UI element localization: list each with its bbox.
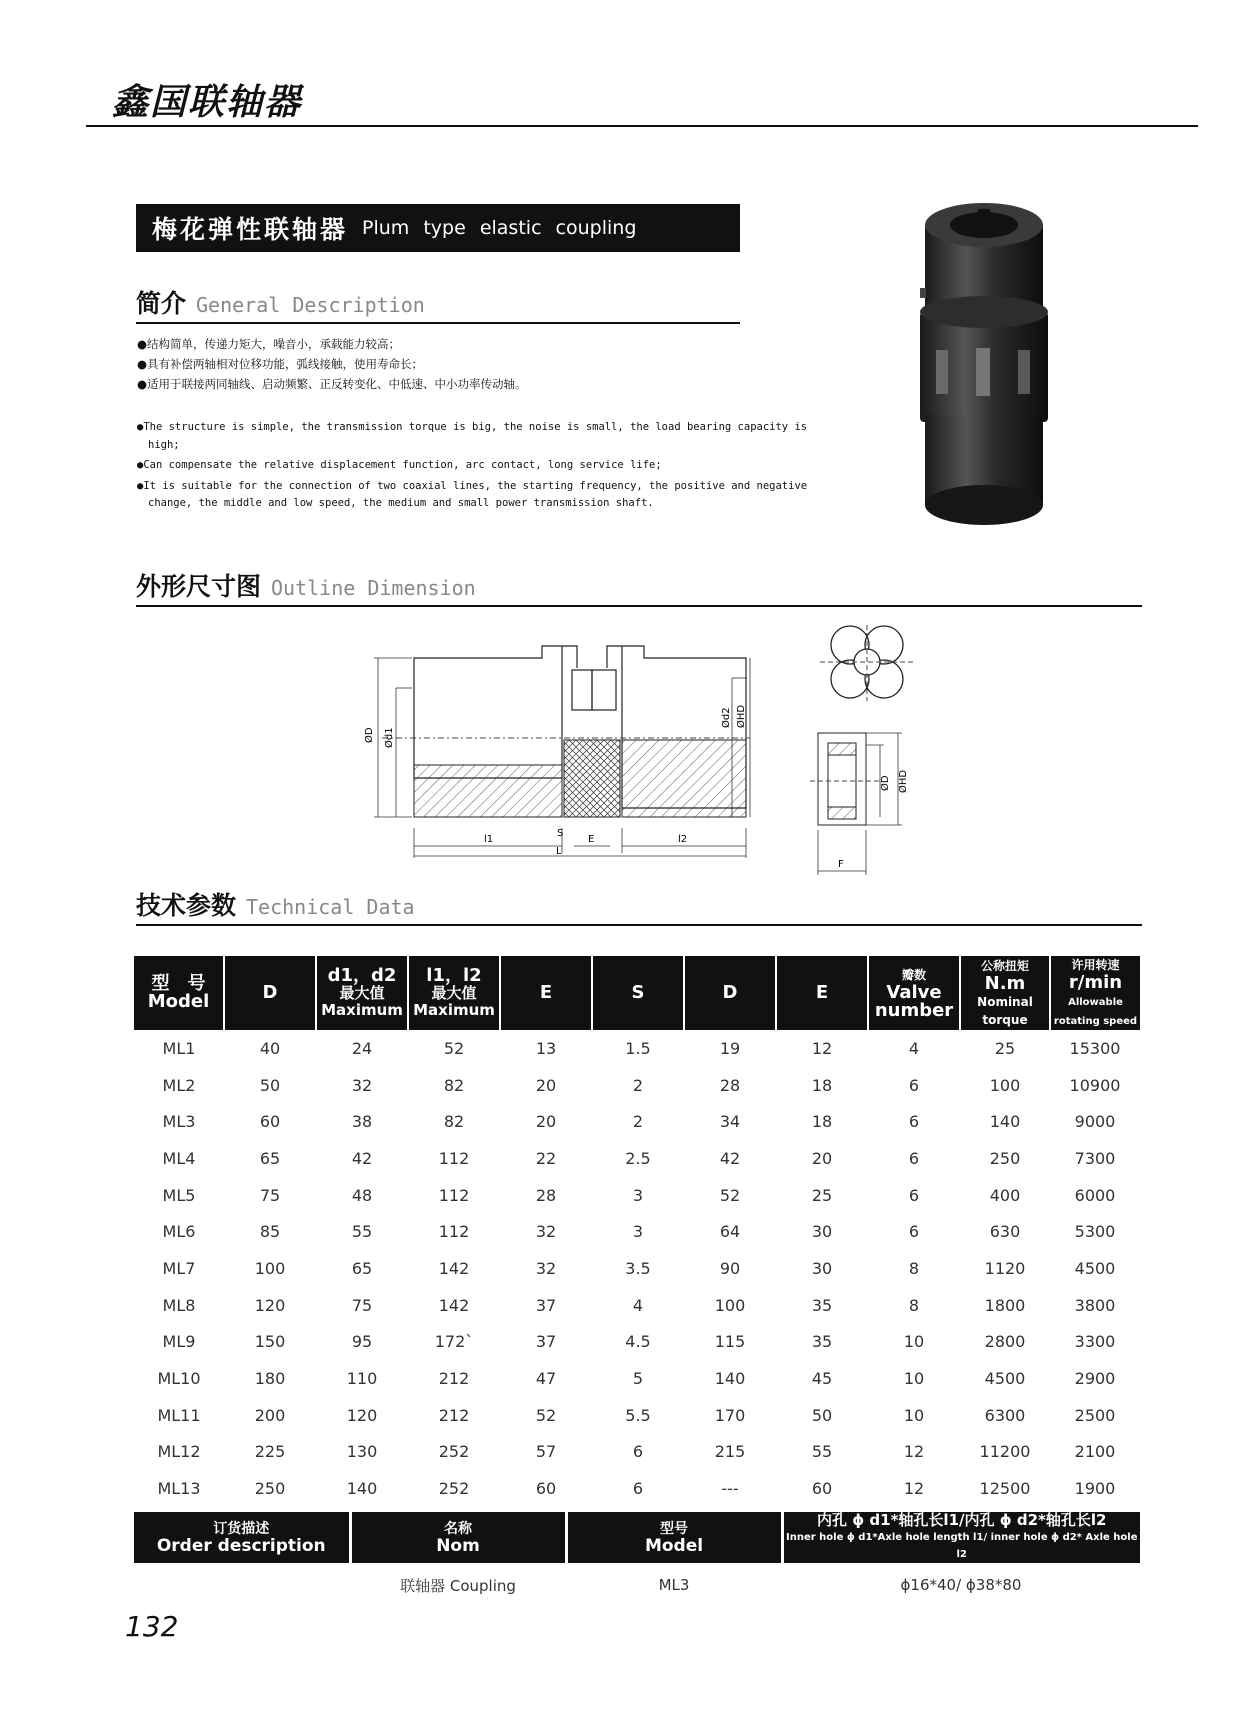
table-cell: 50 bbox=[811, 1405, 833, 1425]
table-cell: 100 bbox=[989, 1075, 1021, 1095]
label-L: L bbox=[556, 846, 562, 857]
table-cell: 10900 bbox=[1069, 1075, 1121, 1095]
table-cell: 3300 bbox=[1074, 1332, 1116, 1352]
table-cell: 60 bbox=[259, 1112, 281, 1132]
table-cell: ML12 bbox=[157, 1442, 201, 1462]
table-row bbox=[134, 1030, 1140, 1067]
section-general-heading bbox=[136, 284, 740, 324]
label-d2: Ød2 bbox=[721, 707, 732, 728]
header-S: S bbox=[592, 956, 684, 1030]
table-row bbox=[134, 1250, 1140, 1287]
table-cell: 10 bbox=[903, 1332, 925, 1352]
header-model: 型 号 Model bbox=[134, 956, 224, 1030]
table-cell: 3 bbox=[632, 1222, 644, 1242]
table-cell: 5300 bbox=[1074, 1222, 1116, 1242]
header-valve-number: 瓣数 Valve number bbox=[868, 956, 960, 1030]
table-cell: 4 bbox=[632, 1295, 644, 1315]
table-cell: 18 bbox=[811, 1075, 833, 1095]
table-cell: 30 bbox=[811, 1258, 833, 1278]
header-D2: D bbox=[684, 956, 776, 1030]
table-cell: 7300 bbox=[1074, 1148, 1116, 1168]
table-cell: 65 bbox=[259, 1148, 281, 1168]
table-cell: ML1 bbox=[162, 1038, 196, 1058]
header-D: D bbox=[224, 956, 316, 1030]
table-cell: 20 bbox=[535, 1075, 557, 1095]
table-cell: 2100 bbox=[1074, 1442, 1116, 1462]
general-cn-list bbox=[137, 334, 747, 394]
table-cell: 112 bbox=[438, 1222, 470, 1242]
label-element-D: ØD bbox=[880, 775, 891, 791]
section-technical-title-en: Technical Data bbox=[246, 895, 415, 919]
table-cell: 200 bbox=[254, 1405, 286, 1425]
table-cell: --- bbox=[721, 1479, 739, 1499]
table-cell: 6 bbox=[632, 1442, 644, 1462]
table-cell: 1800 bbox=[984, 1295, 1026, 1315]
section-technical-title-cn: 技术参数 bbox=[136, 891, 237, 920]
table-cell: 170 bbox=[714, 1405, 746, 1425]
order-desc-cell bbox=[134, 1563, 350, 1607]
header-E2: E bbox=[776, 956, 868, 1030]
table-cell: 115 bbox=[714, 1332, 746, 1352]
header-E: E bbox=[500, 956, 592, 1030]
table-row bbox=[134, 1324, 1140, 1361]
table-cell: 225 bbox=[254, 1442, 286, 1462]
table-cell: 2900 bbox=[1074, 1369, 1116, 1389]
table-cell: 6300 bbox=[984, 1405, 1026, 1425]
table-cell: 11200 bbox=[979, 1442, 1031, 1462]
order-description-table bbox=[134, 1512, 1140, 1607]
table-cell: 18 bbox=[811, 1112, 833, 1132]
general-en-point: ●The structure is simple, the transmission torque is big, the noise is small, the load bearing capacity is high; bbox=[137, 421, 808, 451]
table-cell: 20 bbox=[535, 1112, 557, 1132]
table-cell: 12 bbox=[903, 1442, 925, 1462]
table-cell: 15300 bbox=[1069, 1038, 1121, 1058]
table-cell: 252 bbox=[438, 1442, 470, 1462]
table-cell: ML6 bbox=[162, 1222, 196, 1242]
table-cell: 37 bbox=[535, 1332, 557, 1352]
table-cell: 38 bbox=[351, 1112, 373, 1132]
label-E: E bbox=[588, 834, 595, 845]
table-cell: 32 bbox=[535, 1222, 557, 1242]
order-hole-cell: ϕ16*40/ ϕ38*80 bbox=[900, 1576, 1022, 1594]
table-row bbox=[134, 1213, 1140, 1250]
table-cell: 82 bbox=[443, 1112, 465, 1132]
table-cell: 64 bbox=[719, 1222, 741, 1242]
table-cell: 630 bbox=[989, 1222, 1021, 1242]
table-cell: 4500 bbox=[1074, 1258, 1116, 1278]
table-cell: 250 bbox=[254, 1479, 286, 1499]
header-allowable-speed: 许用转速 r/min Allowable rotating speed bbox=[1050, 956, 1140, 1030]
table-cell: 60 bbox=[811, 1479, 833, 1499]
table-cell: 3 bbox=[632, 1185, 644, 1205]
table-cell: ML9 bbox=[162, 1332, 196, 1352]
order-header-desc: 订货描述 Order description bbox=[134, 1512, 350, 1563]
general-cn-point: ●具有补偿两轴相对位移功能，弧线接触，使用寿命长； bbox=[137, 357, 424, 371]
order-header-row bbox=[134, 1512, 1140, 1563]
table-cell: 2500 bbox=[1074, 1405, 1116, 1425]
table-cell: 4500 bbox=[984, 1369, 1026, 1389]
product-title-cn: 梅花弹性联轴器 bbox=[152, 215, 349, 244]
table-cell: 35 bbox=[811, 1295, 833, 1315]
table-cell: 100 bbox=[714, 1295, 746, 1315]
table-cell: ML2 bbox=[162, 1075, 196, 1095]
table-cell: 85 bbox=[259, 1222, 281, 1242]
table-cell: 57 bbox=[535, 1442, 557, 1462]
table-cell: 42 bbox=[351, 1148, 373, 1168]
label-HD: ØHD bbox=[736, 704, 747, 728]
table-cell: 6 bbox=[908, 1222, 920, 1242]
label-d1: Ød1 bbox=[384, 727, 395, 748]
table-cell: 2800 bbox=[984, 1332, 1026, 1352]
table-cell: 9000 bbox=[1074, 1112, 1116, 1132]
table-row bbox=[134, 1067, 1140, 1104]
table-cell: ML3 bbox=[162, 1112, 196, 1132]
table-cell: 4.5 bbox=[625, 1332, 651, 1352]
general-cn-point: ●结构简单，传递力矩大，噪音小，承载能力较高； bbox=[137, 337, 401, 351]
table-cell: ML13 bbox=[157, 1479, 201, 1499]
table-cell: ML11 bbox=[157, 1405, 201, 1425]
table-cell: 6 bbox=[908, 1148, 920, 1168]
table-cell: 35 bbox=[811, 1332, 833, 1352]
table-cell: 52 bbox=[443, 1038, 465, 1058]
table-cell: 25 bbox=[811, 1185, 833, 1205]
table-cell: 30 bbox=[811, 1222, 833, 1242]
table-cell: 400 bbox=[989, 1185, 1021, 1205]
table-cell: 28 bbox=[719, 1075, 741, 1095]
table-cell: 120 bbox=[254, 1295, 286, 1315]
table-cell: 215 bbox=[714, 1442, 746, 1462]
table-cell: 52 bbox=[719, 1185, 741, 1205]
table-cell: 25 bbox=[994, 1038, 1016, 1058]
table-cell: 28 bbox=[535, 1185, 557, 1205]
table-cell: 212 bbox=[438, 1369, 470, 1389]
table-cell: 48 bbox=[351, 1185, 373, 1205]
table-cell: 2 bbox=[632, 1112, 644, 1132]
table-row bbox=[134, 1140, 1140, 1177]
table-cell: 140 bbox=[989, 1112, 1021, 1132]
table-cell: 142 bbox=[438, 1295, 470, 1315]
table-cell: 140 bbox=[346, 1479, 378, 1499]
table-row bbox=[134, 1434, 1140, 1471]
table-cell: 19 bbox=[719, 1038, 741, 1058]
label-l1: l1 bbox=[484, 834, 494, 845]
outline-dimension-drawing bbox=[352, 628, 752, 863]
plum-element-drawing bbox=[810, 625, 940, 885]
table-cell: 2 bbox=[632, 1075, 644, 1095]
table-cell: 6000 bbox=[1074, 1185, 1116, 1205]
label-element-HD: ØHD bbox=[898, 769, 909, 793]
section-technical-heading bbox=[136, 886, 1142, 926]
table-row bbox=[134, 1397, 1140, 1434]
table-cell: 130 bbox=[346, 1442, 378, 1462]
section-general-title-en: General Description bbox=[196, 293, 425, 317]
section-outline-heading bbox=[136, 567, 1142, 607]
table-cell: 24 bbox=[351, 1038, 373, 1058]
table-cell: ML4 bbox=[162, 1148, 196, 1168]
coupling-product-photo bbox=[900, 200, 1070, 530]
table-cell: 112 bbox=[438, 1185, 470, 1205]
table-cell: 55 bbox=[811, 1442, 833, 1462]
table-cell: ML5 bbox=[162, 1185, 196, 1205]
header-nominal-torque: 公称扭矩 N.m Nominal torque bbox=[960, 956, 1050, 1030]
table-cell: 5.5 bbox=[625, 1405, 651, 1425]
table-cell: 75 bbox=[259, 1185, 281, 1205]
table-cell: 1900 bbox=[1074, 1479, 1116, 1499]
table-cell: 40 bbox=[259, 1038, 281, 1058]
table-cell: 1.5 bbox=[625, 1038, 651, 1058]
table-cell: 22 bbox=[535, 1148, 557, 1168]
table-cell: 12 bbox=[903, 1479, 925, 1499]
table-cell: 13 bbox=[535, 1038, 557, 1058]
table-cell: 32 bbox=[535, 1258, 557, 1278]
header-d1-d2: d1，d2 最大值 Maximum bbox=[316, 956, 408, 1030]
table-cell: 3800 bbox=[1074, 1295, 1116, 1315]
table-cell: 2.5 bbox=[625, 1148, 651, 1168]
table-cell: 10 bbox=[903, 1369, 925, 1389]
general-en-point: ●Can compensate the relative displacement function, arc contact, long service life; bbox=[137, 459, 662, 471]
label-D: ØD bbox=[364, 727, 375, 743]
page-number: 132 bbox=[125, 1610, 179, 1643]
table-row bbox=[134, 1103, 1140, 1140]
table-cell: 12500 bbox=[979, 1479, 1031, 1499]
table-cell: 65 bbox=[351, 1258, 373, 1278]
label-l2: l2 bbox=[678, 834, 688, 845]
brand-title: 鑫国联轴器 bbox=[112, 82, 303, 123]
label-F: F bbox=[838, 859, 844, 870]
table-cell: 95 bbox=[351, 1332, 373, 1352]
product-title-bar bbox=[136, 204, 740, 252]
table-cell: 150 bbox=[254, 1332, 286, 1352]
order-nom-cell: 联轴器 Coupling bbox=[400, 1576, 516, 1595]
table-row bbox=[134, 1177, 1140, 1214]
table-cell: 172` bbox=[434, 1332, 474, 1352]
table-cell: 55 bbox=[351, 1222, 373, 1242]
header-divider bbox=[86, 125, 1198, 127]
general-en-point: ●It is suitable for the connection of two coaxial lines, the starting frequency, the positive and negative change, the middle and low speed, the medium and small power transmission shaft. bbox=[137, 479, 808, 509]
table-cell: 42 bbox=[719, 1148, 741, 1168]
general-cn-point: ●适用于联接两同轴线、启动频繁、正反转变化、中低速、中小功率传动轴。 bbox=[137, 377, 527, 391]
table-cell: 60 bbox=[535, 1479, 557, 1499]
table-cell: ML7 bbox=[162, 1258, 196, 1278]
label-S: S bbox=[557, 828, 564, 839]
table-cell: 1120 bbox=[984, 1258, 1026, 1278]
table-cell: 8 bbox=[908, 1258, 920, 1278]
table-cell: 6 bbox=[908, 1075, 920, 1095]
table-cell: 6 bbox=[632, 1479, 644, 1499]
table-cell: 12 bbox=[811, 1038, 833, 1058]
table-cell: 32 bbox=[351, 1075, 373, 1095]
table-cell: 45 bbox=[811, 1369, 833, 1389]
table-header-row bbox=[134, 956, 1140, 1030]
table-cell: 140 bbox=[714, 1369, 746, 1389]
table-cell: ML10 bbox=[157, 1369, 201, 1389]
table-cell: 3.5 bbox=[625, 1258, 651, 1278]
technical-data-table bbox=[134, 956, 1140, 1507]
table-cell: 112 bbox=[438, 1148, 470, 1168]
table-cell: 110 bbox=[346, 1369, 378, 1389]
order-row bbox=[134, 1563, 1140, 1607]
table-cell: 34 bbox=[719, 1112, 741, 1132]
table-cell: 5 bbox=[632, 1369, 644, 1389]
table-cell: 10 bbox=[903, 1405, 925, 1425]
table-cell: 212 bbox=[438, 1405, 470, 1425]
table-cell: 142 bbox=[438, 1258, 470, 1278]
table-row bbox=[134, 1470, 1140, 1507]
table-cell: 250 bbox=[989, 1148, 1021, 1168]
table-cell: 120 bbox=[346, 1405, 378, 1425]
table-cell: 20 bbox=[811, 1148, 833, 1168]
table-cell: 8 bbox=[908, 1295, 920, 1315]
order-header-model: 型号 Model bbox=[566, 1512, 782, 1563]
table-cell: ML8 bbox=[162, 1295, 196, 1315]
table-cell: 75 bbox=[351, 1295, 373, 1315]
table-row bbox=[134, 1360, 1140, 1397]
section-outline-title-en: Outline Dimension bbox=[271, 576, 476, 600]
section-general-title-cn: 简介 bbox=[136, 289, 187, 318]
product-title-en: Plum type elastic coupling bbox=[362, 217, 637, 239]
table-cell: 6 bbox=[908, 1185, 920, 1205]
order-header-hole: 内孔 ϕ d1*轴孔长l1/内孔 ϕ d2*轴孔长l2 Inner hole ϕ d1*Axle hole length l1/ inner hole ϕ d2* Axle hole l2 bbox=[782, 1512, 1140, 1563]
table-cell: 4 bbox=[908, 1038, 920, 1058]
table-cell: 6 bbox=[908, 1112, 920, 1132]
header-l1-l2: l1，l2 最大值 Maximum bbox=[408, 956, 500, 1030]
table-cell: 82 bbox=[443, 1075, 465, 1095]
general-en-list bbox=[137, 419, 817, 516]
table-cell: 50 bbox=[259, 1075, 281, 1095]
table-cell: 252 bbox=[438, 1479, 470, 1499]
table-cell: 52 bbox=[535, 1405, 557, 1425]
order-header-nom: 名称 Nom bbox=[350, 1512, 566, 1563]
table-cell: 37 bbox=[535, 1295, 557, 1315]
table-cell: 90 bbox=[719, 1258, 741, 1278]
section-outline-title-cn: 外形尺寸图 bbox=[136, 572, 262, 601]
table-cell: 180 bbox=[254, 1369, 286, 1389]
order-model-cell: ML3 bbox=[658, 1576, 690, 1594]
table-row bbox=[134, 1287, 1140, 1324]
table-cell: 100 bbox=[254, 1258, 286, 1278]
table-cell: 47 bbox=[535, 1369, 557, 1389]
